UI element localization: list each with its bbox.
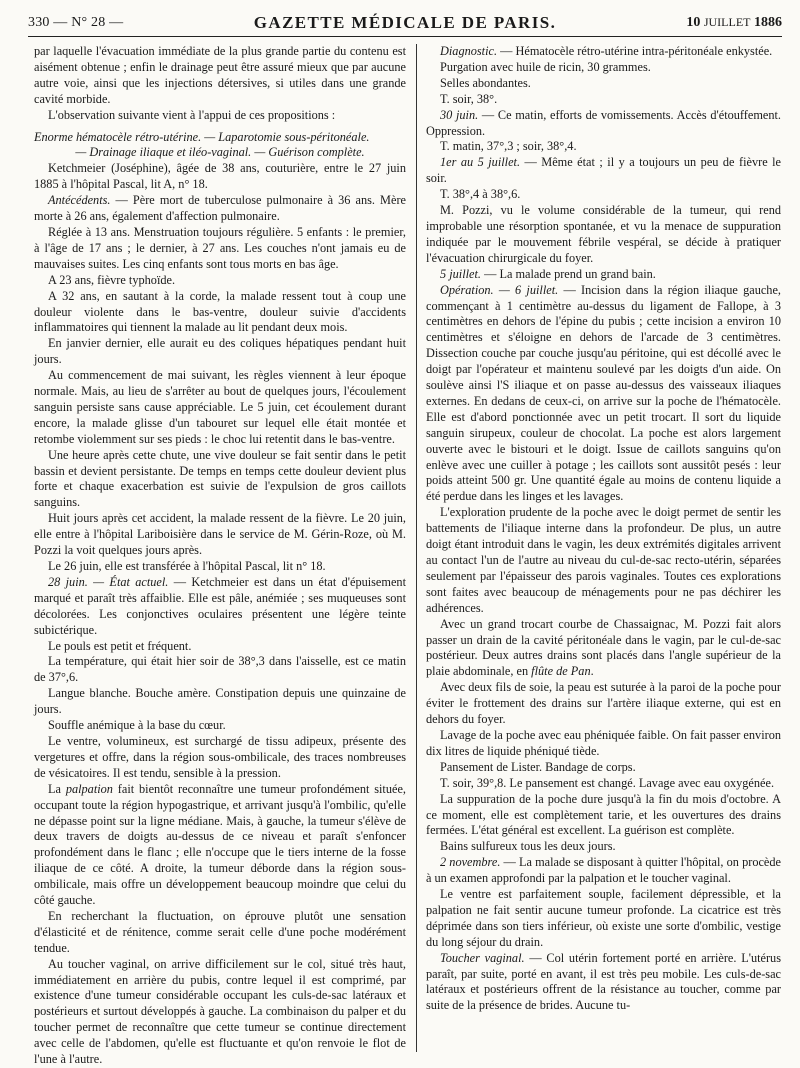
paragraph: Avec un grand trocart courbe de Chassaignac, M. Pozzi fait alors passer un drain de la cavité péritonéale dans le vagin, par le cul-de-sac postérieur. Deux autres drains sont placés dans l'angle supérieur de la plaie abdominale, en flûte de Pan.	[426, 616, 781, 679]
paragraph: Ketchmeier (Joséphine), âgée de 38 ans, couturière, entre le 27 juin 1885 à l'hôpital Pascal, lit A, n° 18.	[34, 161, 406, 192]
issue-date: 10 JUILLET 1886	[686, 15, 782, 30]
paragraph: T. matin, 37°,3 ; soir, 38°,4.	[440, 139, 577, 154]
paragraph: 2 novembre. — La malade se disposant à quitter l'hôpital, on procède à un examen approfondi par la palpation et le toucher vaginal.	[426, 855, 781, 886]
column-divider	[416, 44, 417, 1052]
left-column	[34, 44, 406, 1067]
paragraph: Toucher vaginal. — Col utérin fortement porté en arrière. L'utérus paraît, par suite, porté en avant, il est très peu mobile. Les culs-de-sac latéraux et postérieurs offrent de la résistance au toucher, comme par suite de la présence de brides. Aucune tu-	[426, 950, 781, 1013]
paragraph: Diagnostic. — Hématocèle rétro-utérine intra-péritonéale enkystée.	[440, 44, 773, 58]
paragraph: En recherchant la fluctuation, on éprouve plutôt une sensation d'élasticité et de rénitence, comme serait celle d'une poche modérément tendue.	[34, 908, 406, 955]
paragraph: T. 38°,4 à 38°,6.	[440, 187, 521, 202]
paragraph: Antécédents. — Père mort de tuberculose pulmonaire à 36 ans. Mère morte à 26 ans, également d'affection pulmonaire.	[34, 193, 406, 224]
case-title: — Drainage iliaque et iléo-vaginal. — Guérison complète.	[75, 145, 365, 160]
paragraph: T. soir, 38°.	[440, 91, 498, 106]
paragraph: Pansement de Lister. Bandage de corps.	[440, 759, 636, 774]
paragraph: Souffle anémique à la base du cœur.	[48, 718, 226, 733]
paragraph: Le pouls est petit et fréquent.	[48, 638, 192, 653]
right-column	[426, 44, 781, 1048]
paragraph: Le 26 juin, elle est transférée à l'hôpital Pascal, lit n° 18.	[48, 559, 326, 573]
paragraph: par laquelle l'évacuation immédiate de la plus grande partie du contenu est aisément obtenue ; enfin le drainage peut être assuré mieux que par aucune autre voie, ainsi que les injections détersives, si utiles dans une grande cavité morbide.	[34, 44, 406, 106]
paragraph: L'observation suivante vient à l'appui de ces propositions :	[48, 107, 336, 122]
page-number: 330 — N° 28 —	[28, 15, 124, 30]
paragraph: Opération. — 6 juillet. — Incision dans la région iliaque gauche, commençant à 1 centimètre au-dessus du ligament de Fallope, à 3 centimètres en dehors de l'épine du pubis ; cette incision a environ 10 centimètres et s'éloigne en dehors de l'arcade de 3 centimètres. Dissection couche par couche jusqu'au péritoine, qui est décollé avec le doigt par l'opérateur et maintenu soulevé par les doigts d'un aide. On soulève ainsi l'S iliaque et on passe au-dessus des vaisseaux iliaques externes. En dedans de ceux-ci, on arrive sur la poche de l'hématocèle. Elle est d'abord ponctionnée avec un petit trocart. Il sort du liquide sanguin sirupeux, couleur de chocolat. La poche est alors largement ouverte avec le bistouri et le doigt. Issue de caillots sanguins qu'on enlève avec une cuiller à potage ; les caillots sont aussitôt pesés : leur poids atteint 500 gr. Une quantité égale au moins de contenu liquide a été perdue dans les linges et les lavages.	[426, 282, 781, 504]
paragraph: Langue blanche. Bouche amère. Constipation depuis une quinzaine de jours.	[34, 686, 406, 717]
paragraph: M. Pozzi, vu le volume considérable de la tumeur, qui rend improbable une résorption spontanée, et vu la menace de suppuration indiquée par le mouvement fébrile vespéral, se décide à pratiquer l'évacuation chirurgicale du foyer.	[426, 203, 781, 265]
paragraph: A 23 ans, fièvre typhoïde.	[48, 272, 176, 287]
paragraph: 1er au 5 juillet. — Même état ; il y a toujours un peu de fièvre le soir.	[426, 155, 782, 186]
paragraph: La température, qui était hier soir de 38°,3 dans l'aisselle, est ce matin de 37°,6.	[34, 654, 406, 685]
paragraph: Avec deux fils de soie, la peau est suturée à la paroi de la poche pour éviter le frottement des drains sur l'artère iliaque externe, qui est en dehors du foyer.	[426, 680, 781, 727]
paragraph: Le ventre, volumineux, est surchargé de tissu adipeux, présente des vergetures et offre, dans la région sous-ombilicale, des traces nombreuses de vésicatoires. Il est tendu, sensible à la pression.	[34, 733, 406, 780]
paragraph: Lavage de la poche avec eau phéniquée faible. On fait passer environ dix litres de liquide phéniqué tiède.	[426, 727, 781, 758]
paragraph: Une heure après cette chute, une vive douleur se fait sentir dans le petit bassin et devient persistante. De temps en temps cette douleur devient plus forte et chaque exacerbation est suivie de l'expulsion de gros caillots sanguins.	[34, 447, 406, 510]
paragraph: 5 juillet. — La malade prend un grand bain.	[440, 266, 656, 281]
paragraph: Selles abondantes.	[440, 75, 531, 90]
paragraph: 30 juin. — Ce matin, efforts de vomissements. Accès d'étouffement. Oppression.	[426, 107, 781, 138]
paragraph: Au toucher vaginal, on arrive difficilement sur le col, situé très haut, immédiatement en arrière du pubis, contre lequel il est comprimé, par existence d'une tumeur considérable occupant les culs-de-sac latéraux et postérieurs et surtout développés à gauche. La combinaison du palper et du toucher permet de reconnaître que cette tumeur se continue directement avec celle de l'abdomen, qu'elle est fluctuante et qu'on renvoie le flot de l'une à l'autre.	[34, 956, 406, 1067]
case-title: Enorme hématocèle rétro-utérine. — Laparotomie sous-péritonéale.	[34, 129, 370, 144]
paragraph: La suppuration de la poche dure jusqu'à la fin du mois d'octobre. A ce moment, elle est complètement tarie, et les ouvertures des drains fermées. L'état général est excellent. La guérison est complète.	[426, 791, 781, 838]
journal-title: GAZETTE MÉDICALE DE PARIS.	[253, 13, 557, 32]
page-header	[28, 10, 782, 37]
paragraph: En janvier dernier, elle aurait eu des coliques hépatiques pendant huit jours.	[34, 336, 406, 367]
paragraph: 28 juin. — État actuel. — Ketchmeier est dans un état d'épuisement marqué et paraît très affaiblie. Elle est pâle, anémiée ; ses muqueuses sont décolorées. Les conjonctives oculaires présentent une légère teinte subictérique.	[34, 574, 406, 637]
paragraph: Purgation avec huile de ricin, 30 grammes.	[440, 59, 651, 74]
paragraph: Au commencement de mai suivant, les règles viennent à leur époque normale. Mais, au lieu de s'arrêter au bout de quelques jours, l'écoulement sanguin persiste sans cause appréciable. Le 5 juin, cet écoulement durant encore, la malade glisse d'un tabouret sur lequel elle était montée et retombe violemment sur ses pieds : le choc lui retentit dans le bas-ventre.	[34, 368, 406, 446]
paragraph: A 32 ans, en sautant à la corde, la malade ressent tout à coup une douleur violente dans le bas-ventre, douleur suivie d'accidents inflammatoires qui tiennent la malade au lit pendant deux mois.	[34, 288, 406, 335]
paragraph: Huit jours après cet accident, la malade ressent de la fièvre. Le 20 juin, elle entre à l'hôpital Lariboisière dans le service de M. Gérin-Roze, où M. Pozzi la voit quelques jours après.	[34, 511, 406, 558]
paragraph: L'exploration prudente de la poche avec le doigt permet de sentir les battements de l'iliaque interne dans la profondeur. De plus, un autre doigt étant introduit dans le vagin, les deux extrémités digitales arrivent au contact l'un de l'autre au niveau du cul-de-sac recto-utérin, séparées seulement par l'épaisseur des parois vaginales. Toutes ces explorations sont faites avec beaucoup de ménagements pour ne pas déchirer les adhérences.	[426, 505, 781, 615]
paragraph: La palpation fait bientôt reconnaître une tumeur profondément située, occupant toute la région hypogastrique, et arrivant jusqu'à l'ombilic, qu'elle ne dépasse point sur la ligne médiane. Mais, à gauche, la tumeur s'élève de deux travers de doigts au-dessus de ce niveau et paraît s'enfoncer profondément dans le flanc ; elle n'occupe que le tiers interne de la fosse iliaque de ce côté. A droite, la tumeur déborde dans la région sous-ombilicale, mais offre un développement beaucoup moindre que celui du côté gauche.	[34, 781, 406, 908]
paragraph: Le ventre est parfaitement souple, facilement dépressible, et la palpation ne fait sentir aucune tumeur profonde. La cicatrice est très déprimée dans son tiers inférieur, où existe une sorte d'ombilic, vestige du long séjour du drain.	[426, 887, 781, 949]
paragraph: Réglée à 13 ans. Menstruation toujours régulière. 5 enfants : le premier, à l'âge de 17 ans ; le dernier, à 27 ans. Les couches n'ont jamais eu de mauvaises suites. Les cinq enfants sont tous morts en bas âge.	[34, 224, 406, 271]
paragraph: T. soir, 39°,8. Le pansement est changé. Lavage avec eau oxygénée.	[440, 775, 775, 790]
paragraph: Bains sulfureux tous les deux jours.	[440, 839, 616, 854]
